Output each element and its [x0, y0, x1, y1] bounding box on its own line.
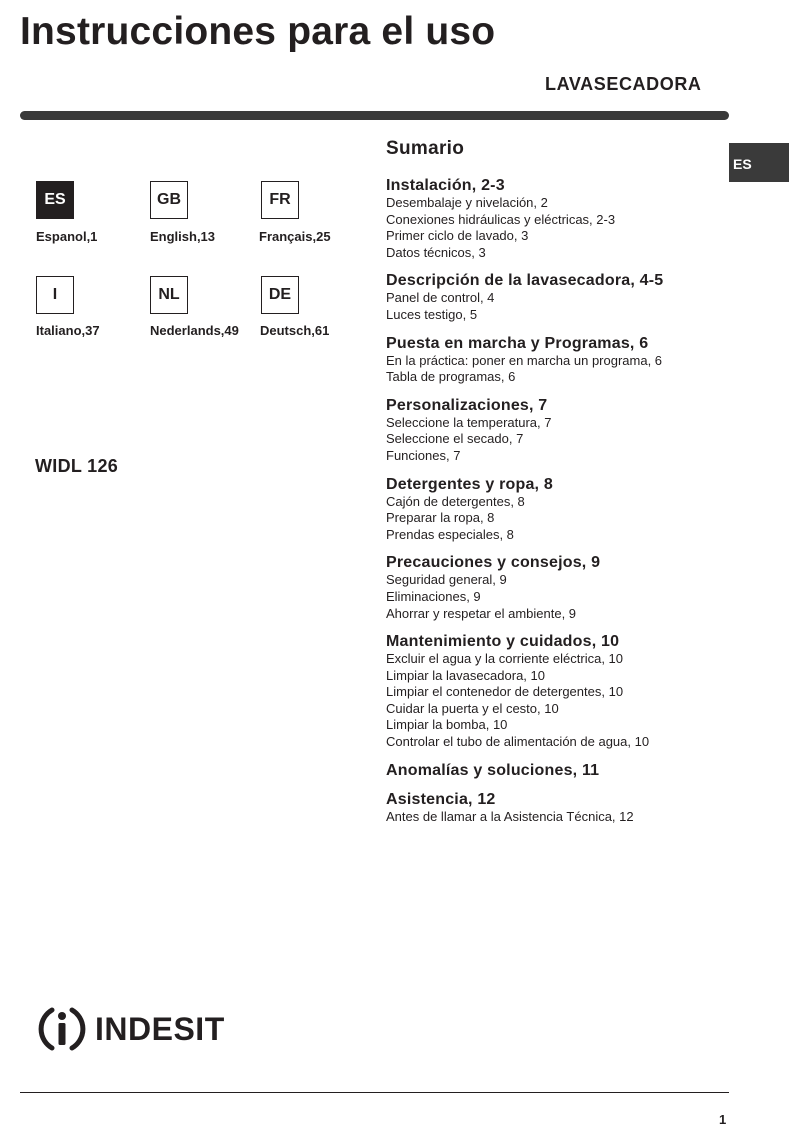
toc-title: Sumario — [386, 138, 465, 159]
toc-section-heading: Mantenimiento y cuidados, 10 — [386, 633, 620, 651]
lang-code-gb: GB — [150, 181, 188, 219]
language-tab: ES — [729, 143, 789, 182]
lang-label-es: Espanol,1 — [36, 229, 98, 244]
lang-code-nl: NL — [150, 276, 188, 314]
toc-item: Cajón de detergentes, 8 — [386, 493, 525, 509]
toc-section — [386, 176, 726, 261]
toc-section-heading: Detergentes y ropa, 8 — [386, 475, 553, 493]
brand-name: INDESIT — [95, 1010, 225, 1047]
toc-section — [386, 790, 726, 826]
lang-code-fr: FR — [261, 181, 299, 219]
toc-item: Antes de llamar a la Asistencia Técnica, 12 — [386, 808, 634, 824]
toc-item: Desembalaje y nivelación, 2 — [386, 195, 548, 210]
toc-section-heading: Puesta en marcha y Programas, 6 — [386, 334, 649, 352]
toc-item: En la práctica: poner en marcha un programa, 6 — [386, 352, 663, 368]
toc-section — [386, 553, 726, 622]
toc-item: Seguridad general, 9 — [386, 572, 507, 588]
toc-section — [386, 271, 726, 323]
toc-item: Seleccione la temperatura, 7 — [386, 414, 552, 430]
toc-section — [386, 396, 726, 465]
toc-section-heading: Asistencia, 12 — [386, 790, 496, 808]
toc-item: Primer ciclo de lavado, 3 — [386, 228, 529, 244]
lang-code-es: ES — [36, 181, 74, 219]
indesit-logo-icon — [35, 1002, 89, 1056]
lang-label-de: Deutsch,61 — [260, 323, 330, 338]
toc-item: Eliminaciones, 9 — [386, 588, 481, 604]
toc-section-heading: Anomalías y soluciones, 11 — [386, 761, 600, 779]
toc-item: Tabla de programas, 6 — [386, 369, 516, 385]
brand-logo — [35, 1002, 225, 1056]
top-divider — [20, 111, 729, 120]
toc-item: Ahorrar y respetar el ambiente, 9 — [386, 605, 577, 621]
lang-code-i: I — [36, 276, 74, 314]
toc-section — [386, 632, 726, 751]
toc-section-heading: Instalación, 2-3 — [386, 177, 505, 194]
toc-section — [386, 475, 726, 544]
page-number: 1 — [719, 1112, 727, 1127]
page-title: Instrucciones para el uso — [20, 10, 496, 53]
toc-item: Preparar la ropa, 8 — [386, 510, 495, 526]
toc-item: Panel de control, 4 — [386, 290, 495, 306]
toc-item: Controlar el tubo de alimentación de agua, 10 — [386, 734, 650, 750]
toc-section-heading: Personalizaciones, 7 — [386, 396, 548, 414]
toc-item: Limpiar la lavasecadora, 10 — [386, 667, 545, 683]
toc-item: Limpiar el contenedor de detergentes, 10 — [386, 684, 624, 700]
toc-item: Prendas especiales, 8 — [386, 526, 514, 542]
lang-code-de: DE — [261, 276, 299, 314]
toc-section — [386, 334, 726, 386]
toc-item: Cuidar la puerta y el cesto, 10 — [386, 700, 559, 716]
lang-label-fr: Français,25 — [259, 229, 331, 244]
toc-section — [386, 761, 726, 780]
toc-item: Funciones, 7 — [386, 447, 461, 463]
toc-item: Limpiar la bomba, 10 — [386, 717, 508, 733]
product-type: LAVASECADORA — [545, 74, 702, 94]
toc-item: Datos técnicos, 3 — [386, 244, 486, 260]
lang-label-nl: Nederlands,49 — [150, 323, 239, 338]
table-of-contents — [386, 138, 726, 835]
lang-label-i: Italiano,37 — [36, 323, 100, 338]
toc-item: Excluir el agua y la corriente eléctrica, 10 — [386, 651, 624, 667]
lang-label-gb: English,13 — [150, 229, 216, 244]
toc-item: Luces testigo, 5 — [386, 306, 478, 322]
toc-section-heading: Descripción de la lavasecadora, 4-5 — [386, 272, 664, 290]
toc-item: Seleccione el secado, 7 — [386, 431, 524, 447]
bottom-divider — [20, 1092, 729, 1093]
toc-item: Conexiones hidráulicas y eléctricas, 2-3 — [386, 211, 616, 227]
model-number: WIDL 126 — [35, 456, 119, 476]
toc-section-heading: Precauciones y consejos, 9 — [386, 554, 601, 572]
